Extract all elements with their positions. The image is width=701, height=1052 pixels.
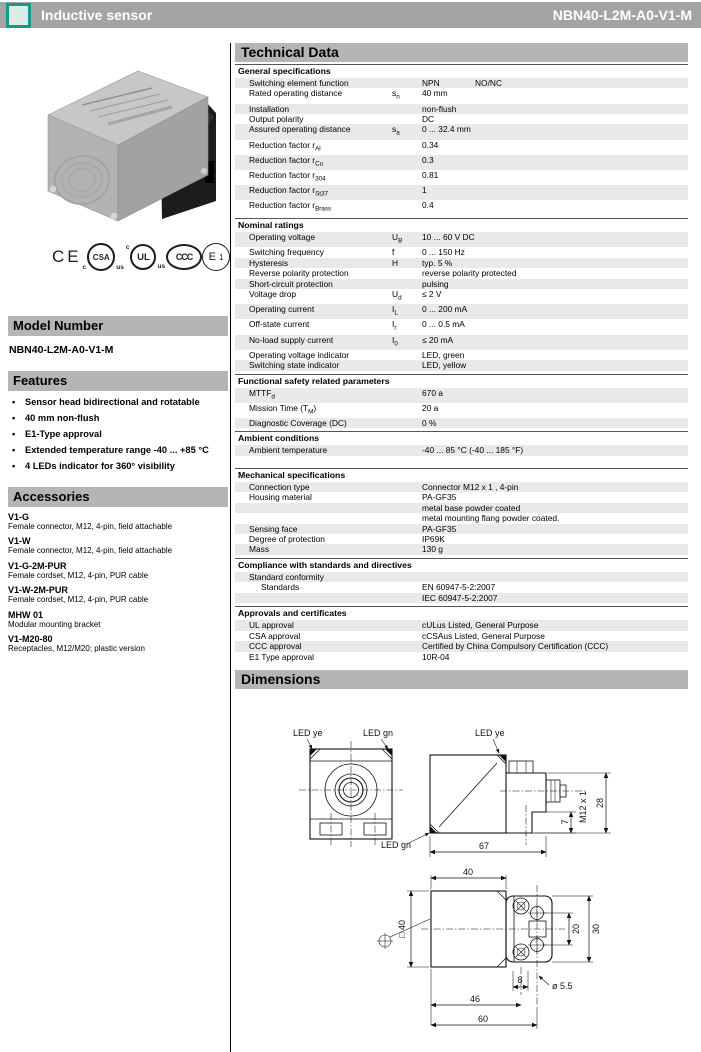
spec-section — [235, 218, 688, 370]
led-ye-label: LED ye — [293, 728, 323, 739]
spec-section — [235, 374, 688, 429]
spec-label: Operating current — [249, 304, 315, 315]
spec-symbol: $U_B$ — [392, 232, 403, 245]
spec-symbol — [392, 503, 422, 513]
spec-row — [235, 268, 688, 278]
feature-item: • Extended temperature range -40 ... +85 °C — [8, 445, 222, 457]
brand-icon — [6, 3, 31, 28]
model-number-heading: Model Number — [8, 316, 228, 336]
header-bar — [0, 2, 701, 28]
spec-row — [235, 503, 688, 513]
spec-row — [235, 403, 688, 418]
spec-symbol — [392, 513, 422, 523]
feature-item: • 4 LEDs indicator for 360° visibility — [8, 461, 222, 473]
spec-value: 10 ... 60 V DC — [422, 232, 475, 243]
spec-label — [235, 593, 392, 603]
accessory-name: V1-G-2M-PUR — [8, 560, 67, 571]
spec-row — [235, 258, 688, 268]
spec-value: 0.4 — [422, 200, 434, 211]
led-gn-label: LED gn — [381, 840, 412, 851]
spec-value: EN 60947-5-2:2007 — [422, 582, 496, 593]
spec-label: E1 Type approval — [249, 651, 315, 662]
spec-value: 0.81 — [422, 169, 439, 180]
header-model-code: NBN40-L2M-A0-V1-M — [552, 7, 692, 23]
spec-symbol — [392, 445, 422, 455]
spec-value: IP69K — [422, 534, 445, 544]
dim-5-5-label: ø 5.5 — [552, 981, 573, 992]
spec-symbol — [392, 534, 422, 544]
feature-item: • 40 mm non-flush — [8, 413, 222, 425]
spec-row — [235, 185, 688, 200]
spec-section — [235, 431, 688, 455]
left-column — [0, 43, 231, 1052]
accessory-name: V1-W — [8, 536, 31, 546]
spec-value: 1 — [422, 184, 427, 195]
spec-value: Certified by China Compulsory Certification (CCC) — [422, 641, 609, 652]
spec-value: 0.3 — [422, 154, 434, 165]
spec-label: Switching state indicator — [249, 360, 340, 371]
spec-symbol — [392, 492, 422, 502]
spec-value: 130 g — [422, 544, 443, 555]
spec-row — [235, 170, 688, 185]
spec-label: Reverse polarity protection — [249, 268, 349, 279]
accessory-description: Female cordset, M12, 4-pin, PUR cable — [8, 595, 149, 604]
spec-row — [235, 124, 688, 139]
accessory-name: V1-M20-80 — [8, 634, 53, 644]
spec-label: Reduction factor $r_{St37}$ — [249, 184, 329, 198]
csa-c-label: c — [82, 264, 87, 271]
accessory-description: Female connector, M12, 4-pin, field attachable — [8, 521, 173, 531]
accessory-description: Female connector, M12, 4-pin, field attachable — [8, 546, 173, 555]
spec-value: 20 a — [422, 402, 439, 413]
spec-value: LED, yellow — [422, 360, 467, 371]
ccc-mark-icon — [166, 244, 202, 270]
ce-mark-icon — [52, 247, 82, 267]
dimension-drawing-image — [235, 695, 688, 1047]
spec-value: 0 ... 150 Hz — [422, 247, 465, 258]
dim-28-label: 28 — [595, 798, 605, 809]
spec-section — [235, 558, 688, 603]
spec-symbol: $I_L$ — [392, 304, 398, 317]
spec-label: Sensing face — [249, 523, 298, 534]
spec-label: CCC approval — [249, 641, 302, 652]
page-columns — [0, 43, 701, 1052]
spec-label: Standards — [261, 582, 300, 593]
spec-row — [235, 350, 688, 360]
spec-value: NPN NO/NC — [422, 78, 502, 88]
spec-row — [235, 140, 688, 155]
spec-label: CSA approval — [249, 630, 301, 641]
spec-value: 0 % — [422, 417, 437, 428]
accessory-description: Receptacles, M12/M20; plastic version — [8, 644, 145, 653]
spec-symbol: $s_a$ — [392, 124, 400, 138]
spec-label — [235, 503, 392, 513]
spec-label: $MTTF_d$ — [249, 387, 275, 401]
spec-section-header: Ambient conditions — [235, 431, 688, 445]
dim-60-label: 60 — [477, 1014, 489, 1025]
spec-symbol — [392, 114, 422, 124]
spec-row — [235, 445, 688, 455]
csa-mark-label: CSA — [87, 243, 115, 271]
led-ye-label: LED ye — [475, 728, 505, 739]
spec-section-header: Mechanical specifications — [235, 468, 688, 482]
front-view — [293, 728, 403, 847]
spec-symbol — [392, 631, 422, 641]
spec-row — [235, 513, 688, 523]
spec-label: Operating voltage indicator — [249, 349, 350, 360]
spec-label: Ambient temperature — [249, 445, 328, 456]
spec-label: Standard conformity — [249, 571, 324, 582]
spec-row — [235, 155, 688, 170]
spec-row — [235, 572, 688, 582]
spec-value: non-flush — [422, 103, 457, 114]
spec-label: Voltage drop — [249, 289, 297, 300]
spec-symbol — [392, 544, 422, 554]
spec-symbol: f — [392, 247, 395, 258]
spec-value: metal mounting flang powder coated. — [422, 513, 560, 524]
dim-20-label: 20 — [571, 924, 581, 935]
spec-label: Connection type — [249, 481, 310, 492]
spec-label: Reduction factor $r_{Brass}$ — [249, 200, 332, 213]
spec-symbol — [392, 524, 422, 534]
spec-label: Mass — [249, 544, 270, 555]
spec-section — [235, 64, 688, 215]
spec-symbol — [392, 78, 422, 88]
spec-section-header: Approvals and certificates — [235, 606, 688, 620]
spec-symbol — [392, 279, 422, 289]
spec-section — [235, 606, 688, 662]
spec-symbol: $U_d$ — [392, 289, 402, 302]
dimensions-heading: Dimensions — [235, 670, 688, 689]
spec-label: Short-circuit protection — [249, 278, 333, 289]
spec-row — [235, 418, 688, 428]
dim-46-label: 46 — [469, 994, 481, 1005]
dim-m12-label: M12 x 1 — [578, 791, 588, 824]
spec-row — [235, 360, 688, 370]
spec-value: typ. 5 % — [422, 257, 453, 268]
spec-value: 0 ... 200 mA — [422, 304, 468, 315]
certification-marks — [52, 238, 228, 276]
spec-row — [235, 200, 688, 215]
spec-symbol — [392, 350, 422, 360]
spec-symbol — [392, 418, 422, 428]
spec-value: cCSAus Listed, General Purpose — [422, 630, 545, 641]
feature-item: • Sensor head bidirectional and rotatable — [8, 397, 222, 409]
spec-label: Reduction factor $r_{304}$ — [249, 169, 326, 183]
spec-value: Connector M12 x 1 , 4-pin — [422, 481, 519, 492]
spec-label: No-load supply current — [249, 334, 334, 345]
spec-label: Reduction factor $r_{Al}$ — [249, 139, 321, 153]
spec-symbol — [392, 593, 422, 603]
ce-mark-label: CE — [52, 247, 82, 266]
product-photo-image — [12, 43, 222, 223]
spec-section-header: Functional safety related parameters — [235, 374, 688, 388]
spec-section — [235, 468, 688, 555]
spec-row — [235, 232, 688, 247]
technical-data-heading: Technical Data — [235, 43, 688, 62]
spec-symbol — [392, 641, 422, 651]
dim-sq40-label: □ 40 — [397, 920, 407, 939]
spec-value: 670 a — [422, 387, 443, 398]
spec-value — [422, 572, 688, 582]
accessory-name: V1-G — [8, 511, 30, 522]
spec-row — [235, 388, 688, 403]
spec-section-header: General specifications — [235, 64, 688, 78]
spec-symbol — [392, 140, 422, 155]
spec-row — [235, 289, 688, 304]
spec-symbol — [392, 170, 422, 185]
e1-mark-icon — [202, 243, 230, 271]
spec-row — [235, 631, 688, 641]
accessories-heading: Accessories — [8, 487, 228, 507]
ul-mark-label: UL — [130, 244, 156, 270]
technical-data-table — [235, 64, 688, 662]
spec-value: PA-GF35 — [422, 492, 457, 503]
accessories-list — [8, 512, 222, 654]
spec-label: Rated operating distance — [249, 88, 343, 99]
dim-8-label: 8 — [517, 975, 523, 986]
spec-symbol — [392, 482, 422, 492]
dim-7-label: 7 — [560, 819, 570, 825]
spec-value: reverse polarity protected — [422, 268, 517, 279]
product-photo — [12, 43, 230, 228]
spec-value: PA-GF35 — [422, 523, 457, 534]
spec-label — [235, 513, 392, 523]
dim-40-label: 40 — [462, 867, 474, 878]
spec-label: Operating voltage — [249, 232, 316, 243]
spec-section-header: Compliance with standards and directives — [235, 558, 688, 572]
feature-item: • E1-Type approval — [8, 429, 222, 441]
spec-row — [235, 247, 688, 257]
spec-label: Switching element function — [249, 78, 349, 88]
spec-label: Installation — [249, 103, 290, 114]
spec-row — [235, 641, 688, 651]
spec-row — [235, 482, 688, 492]
led-gn-label: LED gn — [363, 728, 394, 739]
ccc-mark-label: CCC — [166, 244, 202, 270]
model-number-value: NBN40-L2M-A0-V1-M — [9, 344, 114, 356]
spec-row — [235, 524, 688, 534]
dimension-drawings — [235, 695, 688, 1052]
spec-value: 0 ... 32.4 mm — [422, 124, 471, 135]
right-column — [235, 43, 688, 1052]
spec-row — [235, 544, 688, 554]
spec-label: UL approval — [249, 620, 294, 631]
ul-c-label: c — [125, 244, 130, 251]
accessory-name: MHW 01 — [8, 609, 44, 620]
dim-30-label: 30 — [591, 924, 601, 935]
spec-row — [235, 104, 688, 114]
spec-value: 40 mm — [422, 88, 448, 99]
spec-value: LED, green — [422, 349, 465, 360]
spec-value: DC — [422, 114, 435, 125]
spec-symbol — [392, 155, 422, 170]
spec-row — [235, 88, 688, 103]
features-list — [8, 397, 222, 473]
spec-value: -40 ... 85 °C (-40 ... 185 °F) — [422, 445, 524, 456]
accessory-description: Female cordset, M12, 4-pin, PUR cable — [8, 570, 149, 580]
spec-value: cULus Listed, General Purpose — [422, 620, 539, 631]
spec-value: ≤ 20 mA — [422, 334, 454, 345]
spec-row — [235, 534, 688, 544]
spec-label: Reduction factor $r_{Cu}$ — [249, 154, 324, 168]
e1-number-label: 1 — [219, 252, 224, 262]
product-type-title: Inductive sensor — [41, 7, 153, 23]
spec-symbol — [392, 403, 422, 418]
spec-row — [235, 114, 688, 124]
spec-value: 0.34 — [422, 139, 439, 150]
spec-label: Assured operating distance — [249, 124, 351, 135]
spec-row — [235, 304, 688, 319]
spec-row — [235, 279, 688, 289]
spec-symbol — [392, 360, 422, 370]
spec-symbol: $I_r$ — [392, 319, 397, 333]
spec-symbol — [392, 185, 422, 200]
spec-symbol: $I_0$ — [392, 334, 398, 348]
spec-value: pulsing — [422, 278, 449, 289]
spec-row — [235, 492, 688, 502]
spec-symbol — [392, 582, 422, 592]
spec-row — [235, 335, 688, 350]
spec-label: Hysteresis — [249, 257, 289, 268]
cul-us-mark-icon — [125, 244, 166, 270]
spec-value: 10R-04 — [422, 651, 450, 662]
spec-symbol — [392, 652, 422, 662]
csa-mark-icon — [82, 243, 125, 271]
spec-row — [235, 582, 688, 592]
spec-label: Output polarity — [249, 114, 304, 125]
dim-67-label: 67 — [478, 841, 490, 852]
spec-symbol: H — [392, 257, 399, 268]
spec-row — [235, 652, 688, 662]
spec-value: 0 ... 0.5 mA — [422, 319, 465, 330]
spec-value: IEC 60947-5-2:2007 — [422, 592, 498, 603]
csa-us-label: us — [116, 264, 124, 271]
accessory-description: Modular mounting bracket — [8, 619, 101, 629]
spec-row — [235, 620, 688, 630]
spec-label: Mission Time $(T_M)$ — [249, 402, 317, 416]
spec-label: Off-state current — [249, 319, 310, 330]
spec-row — [235, 78, 688, 88]
accessory-name: V1-W-2M-PUR — [8, 585, 68, 595]
spec-section-header: Nominal ratings — [235, 218, 688, 232]
e1-mark-label: E — [208, 251, 216, 263]
spec-label: Diagnostic Coverage (DC) — [249, 417, 347, 428]
spec-symbol: $s_n$ — [392, 88, 400, 102]
spec-label: Degree of protection — [249, 534, 325, 544]
spec-label: Switching frequency — [249, 247, 324, 258]
spec-symbol — [392, 268, 422, 278]
spec-symbol — [392, 388, 422, 403]
spec-value: ≤ 2 V — [422, 289, 442, 300]
spec-label: Housing material — [249, 492, 312, 503]
spec-symbol — [392, 620, 422, 630]
spec-symbol — [392, 104, 422, 114]
spec-symbol — [392, 572, 422, 582]
spec-symbol — [392, 200, 422, 215]
spec-row — [235, 593, 688, 603]
spec-row — [235, 319, 688, 334]
top-view — [377, 867, 601, 1029]
features-heading: Features — [8, 371, 228, 391]
spec-value: metal base powder coated — [422, 502, 521, 513]
ul-us-label: us — [157, 263, 166, 270]
side-view — [381, 728, 611, 857]
